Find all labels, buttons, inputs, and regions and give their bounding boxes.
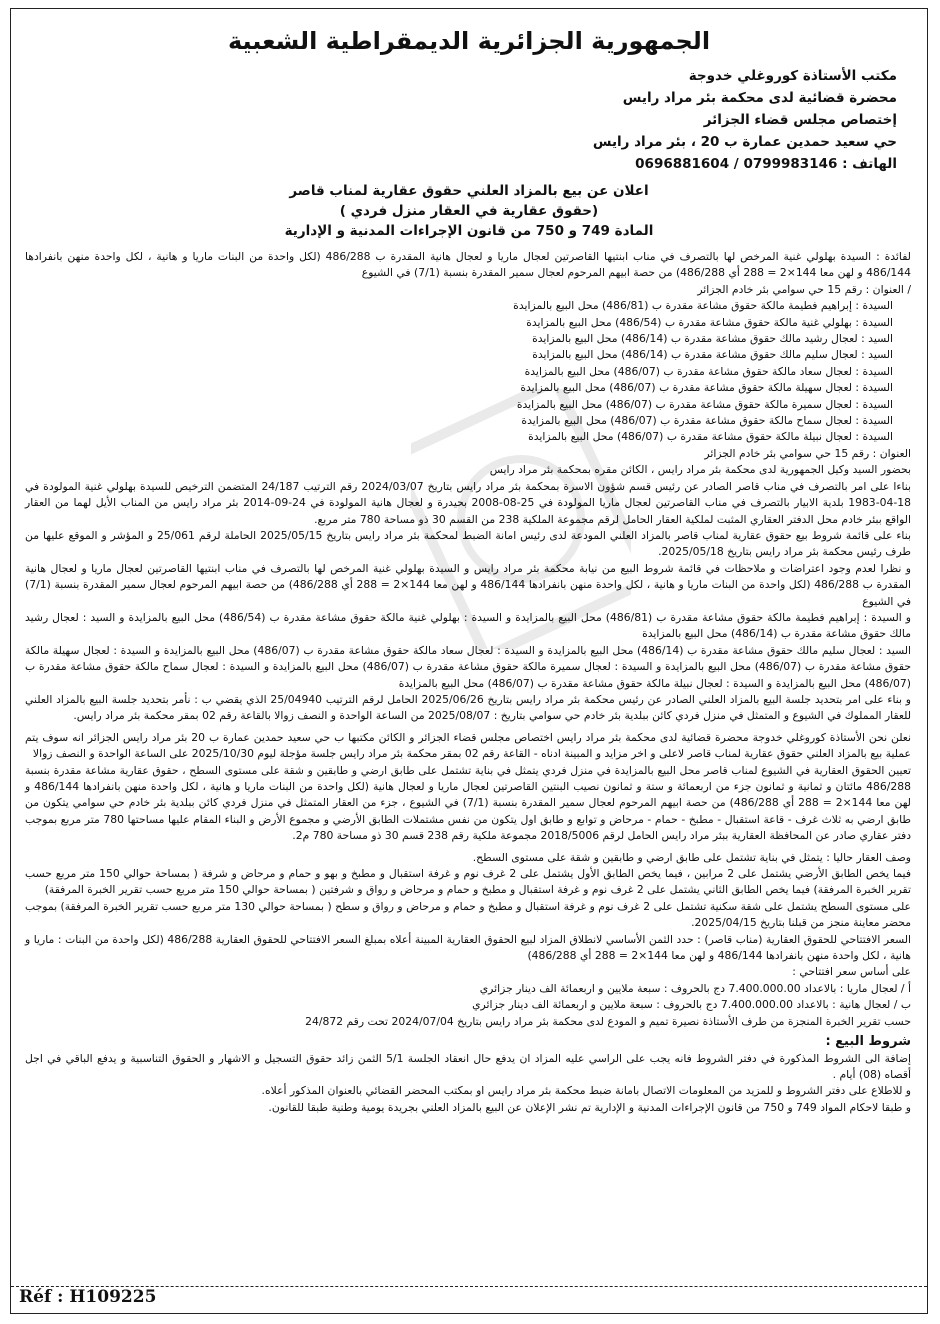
body-paragraph: بناءا على امر بالتصرف في مناب قاصر الصادر عن رئيس قسم شؤون الاسرة بمحكمة بئر مراد رايس بتاريخ 2024/03/07 رقم الترتيب 24/187 المتضمن الترخيص للسيدة بهلولي غنية المولودة في 18-04-1983 بلدية الابيار بالتصرف في مناب القاصرتين لعجال ماريا المولودة في 25-08-2008 بحيدرة و لعجال هانية المولودة في 24-09-2014 بئر مراد رايس من المناب الأيل لهما من العقار الواقع ببئر خادم محل الدفتر العقاري المثبت لملكية العقار الحامل لرقم مجموعة الملكية 238 من القسم 30 ذو مساحة 780 متر مربع. <box>25 479 911 526</box>
price-item: ب / لعجال هانية : بالاعداد 7.400.000.00 دج بالحروف : سبعة ملايين و اربعمائة الف دينار جزائري <box>472 998 911 1012</box>
office-line: محضرة قضائية لدى محكمة بئر مراد رايس <box>622 90 897 106</box>
body-paragraph: وصف العقار حاليا : يتمثل في بناية تشتمل على طابق ارضي و طابقين و شقة على مستوى السطح. <box>472 850 911 864</box>
body-paragraph: بناء على قائمة شروط بيع حقوق عقارية لمناب قاصر بالمزاد العلني المودعة لدى رئيس امانة الضبط لمحكمة بئر مراد رايس بتاريخ 2025/05/15 الحاملة لرقم 25/061 و المؤشر و الموقع عليها من طرف رئيس محكمة بئر مراد رايس بتاريخ 2025/05/18. <box>25 528 911 559</box>
address-line: العنوان : رقم 15 حي سوامي بئر خادم الجزائر <box>704 446 911 460</box>
body-paragraph: حسب تقرير الخبرة المنجزة من طرف الأستاذة نصيرة تميم و المودع لدى محكمة بئر مراد رايس بتاريخ 2024/07/04 تحت رقم 24/872 <box>305 1014 911 1028</box>
owner-item: السيدة : لعجال نبيلة مالكة حقوق مشاعة مقدرة ب (486/07) محل البيع بالمزايدة <box>528 430 893 444</box>
republic-title: الجمهورية الجزائرية الديمقراطية الشعبية <box>227 27 711 55</box>
announcement-heading <box>11 181 927 241</box>
owner-item: السيدة : لعجال سهيلة مالكة حقوق مشاعة مقدرة ب (486/07) محل البيع بالمزايدة <box>520 381 893 395</box>
announcement-line: المادة 749 و 750 من قانون الإجراءات المدنية و الإدارية <box>284 223 654 239</box>
body-paragraph: فيما يخص الطابق الأرضي يشتمل على 2 مرابين ، فيما يخص الطابق الأول يشتمل على 2 غرف نوم و غرفة استقبال و مطبخ و بهو و حمام و مرحاض و شرفة ( بمساحة حوالي 150 متر مربع حسب تقرير الخبرة المرفقة) فيما يخص الطابق الثاني يشتمل على 2 غرف نوم و غرفة استقبال و مطبخ و حمام و مرحاض و رواق و شرفتين ( بمساحة حوالي 150 متر مربع حسب تقرير الخبرة المرفقة) <box>25 867 911 897</box>
announcement-sheet <box>10 8 928 1314</box>
body-paragraph: و نظرا لعدم وجود اعتراضات و ملاحظات في قائمة شروط البيع من نيابة محكمة بئر مراد رايس و السيدة بهلولي غنية المرخص لها بالتصرف في مناب ابنتيها القاصرتين لعجال ماريا و لعجال هانية المقدرة ب 486/288 (لكل واحدة من البنات ماريا و هانية ، لكل واحدة منهن بانفرادها 486/144 و لهن معا 144×2 = 288 أي 486/288) من حصة ابيهم المرحوم لعجال سمير المقدرة بنسبة (7/1) في الشيوع <box>25 561 911 608</box>
office-line: مكتب الأستاذة كوروغلي خدوجة <box>688 68 897 84</box>
owner-item: السيدة : لعجال سميرة مالكة حقوق مشاعة مقدرة ب (486/07) محل البيع بالمزايدة <box>516 397 893 411</box>
owner-item: السيد : لعجال رشيد مالك حقوق مشاعة مقدرة ب (486/14) محل البيع بالمزايدة <box>532 332 893 346</box>
owner-item: السيدة : لعجال سماح مالكة حقوق مشاعة مقدرة ب (486/07) محل البيع بالمزايدة <box>521 414 893 428</box>
owner-item: السيد : لعجال سليم مالك حقوق مشاعة مقدرة ب (486/14) محل البيع بالمزايدة <box>532 348 893 362</box>
body-paragraph: بحضور السيد وكيل الجمهورية لدى محكمة بئر مراد رايس ، الكائن مقره بمحكمة بئر مراد رايس <box>489 463 911 477</box>
conditions-heading: شروط البيع : <box>825 1034 911 1050</box>
condition-item: و طبقا لاحكام المواد 749 و 750 من قانون الإجراءات المدنية و الإدارية تم نشر الإعلان عن البيع بالمزاد العلني بجريدة يومية وطنية طبقا للقانون. <box>268 1100 911 1114</box>
owner-item: السيدة : لعجال سعاد مالكة حقوق مشاعة مقدرة ب (486/07) محل البيع بالمزايدة <box>524 364 893 378</box>
announcement-body <box>11 249 927 1116</box>
body-paragraph: و السيدة : إبراهيم فطيمة مالكة حقوق مشاعة مقدرة ب (486/81) محل البيع بالمزايدة و السيدة : بهلولي غنية مالكة حقوق مشاعة مقدرة ب (486/54) محل البيع بالمزايدة و السيد : لعجال رشيد مالك حقوق مشاعة مقدرة ب (486/14) محل البيع بالمزايدة <box>25 610 911 641</box>
bailiff-office-block <box>11 65 897 175</box>
office-line: إختصاص مجلس قضاء الجزائر <box>703 112 897 128</box>
body-paragraph: نعلن نحن الأستاذة كوروغلي خدوجة محضرة قضائية لدى محكمة بئر مراد رايس اختصاص مجلس قضاء الجزائر و الكائن مكتبها ب حي سعيد حمدين عمارة ب 20 بئر مراد رايس الجزائر انه سوف يتم عملية بيع بالمزاد العلني حقوق عقارية لمناب قاصر لاعلى و اخر مزايد و المبينة ادناه - القاعة رقم 02 بمقر محكمة بئر مراد رايس جلسة مؤجلة ليوم 2025/10/30 على الساعة الواحدة و النصف زوالا <box>25 730 911 761</box>
intro-paragraph: لفائدة : السيدة بهلولي غنية المرخص لها بالتصرف في مناب ابنتيها القاصرتين لعجال ماريا و لعجال هانية المقدرة ب 486/288 (لكل واحدة من البنات ماريا و هانية ، لكل واحدة منهن بانفرادها 486/144 و لهن معا 144×2 = 288 أي 486/288) من حصة ابيهم المرحوم لعجال سمير المقدرة بنسبة (7/1) في الشيوع <box>25 250 911 280</box>
address-line: / العنوان : رقم 15 حي سوامي بئر خادم الجزائر <box>697 282 911 296</box>
stamp-watermark-icon <box>411 389 631 649</box>
body-paragraph: السيد : لعجال سليم مالك حقوق مشاعة مقدرة ب (486/14) محل البيع بالمزايدة و السيدة : لعجال سعاد مالكة حقوق مشاعة مقدرة ب (486/07) محل البيع بالمزايدة و السيدة : لعجال سهيلة مالكة حقوق مشاعة مقدرة ب (486/07) محل البيع بالمزايدة و السيدة : لعجال سميرة مالكة حقوق مشاعة مقدرة ب (486/07) محل البيع بالمزايدة و السيدة : لعجال سماح مالكة حقوق مشاعة مقدرة ب (486/07) محل البيع بالمزايدة و السيدة : لعجال نبيلة مالكة حقوق مشاعة مقدرة ب (486/07) محل البيع بالمزايدة <box>25 643 912 690</box>
owner-item: السيدة : إبراهيم فطيمة مالكة حقوق مشاعة مقدرة ب (486/81) محل البيع بالمزايدة <box>513 299 893 313</box>
reference-number: Réf : H109225 <box>19 1287 157 1307</box>
announcement-line: اعلان عن بيع بالمزاد العلني حقوق عقارية لمناب قاصر <box>289 183 649 199</box>
body-paragraph: على أساس سعر افتتاحي : <box>792 965 911 979</box>
announcement-line: (حقوق عقارية في العقار منزل فردي ) <box>339 203 599 219</box>
price-item: أ / لعجال ماريا : بالاعداد 7.400.000.00 دج بالحروف : سبعة ملايين و اربعمائة الف دينار جزائري <box>479 981 911 995</box>
owner-item: السيدة : بهلولي غنية مالكة حقوق مشاعة مقدرة ب (486/54) محل البيع بالمزايدة <box>526 315 893 329</box>
body-paragraph: على مستوى السطح يشتمل على شقة سكنية تشتمل على 2 غرف نوم و غرفة استقبال و مطبخ و حمام و مرحاض و رواق و سطح ( بمساحة حوالي 130 متر مربع حسب تقرير الخبرة المرفقة) بموجب محضر معاينة منجز من قبلنا بتاريخ 2025/04/15. <box>25 899 911 930</box>
office-phone: الهاتف : 0799983146 / 0696881604 <box>635 156 897 172</box>
condition-item: و للاطلاع على دفتر الشروط و للمزيد من المعلومات الاتصال بامانة ضبط محكمة بئر مراد رايس او بمكتب المحضر القضائي بالعنوان المذكور أعلاه. <box>261 1084 911 1098</box>
body-paragraph: السعر الافتتاحي للحقوق العقارية (مناب قاصر) : حدد الثمن الأساسي لانطلاق المزاد لبيع الحقوق العقارية المبينة أعلاه بمبلغ السعر الافتتاحي للحقوق العقارية 486/288 (لكل واحدة من البنات : ماريا و هانية ، لكل واحدة منهن بانفرادها 486/144 و لهن معا 144×2 = 288 أي 486/288) <box>25 932 911 963</box>
office-line: حي سعيد حمدين عمارة ب 20 ، بئر مراد رايس <box>592 134 897 150</box>
body-paragraph: و بناء على امر بتحديد جلسة البيع بالمزاد العلني الصادر عن رئيس محكمة بئر مراد رايس بتاريخ 2025/06/26 الحامل لرقم الترتيب 25/04940 الذي يقضي ب : نأمر بتحديد جلسة البيع بالمزاد العلني للعقار المملوك في الشيوع و المتمثل في منزل فردي كائن ببلدية بئر خادم حي سوامي بتاريخ : 2025/08/07 من الساعة الواحدة و النصف زوالا بالقاعة رقم 02 بمقر محكمة بئر مراد رايس. <box>25 692 912 723</box>
condition-item: إضافة الى الشروط المذكورة في دفتر الشروط فانه يجب على الراسي عليه المزاد ان يدفع حال انعقاد الجلسة 5/1 الثمن زائد حقوق التسجيل و الاشهار و الحقوق التناسبية و يدفع الباقي في اجل أقصاه (08) أيام . <box>25 1051 911 1081</box>
body-paragraph: تعيين الحقوق العقارية في الشيوع لمناب قاصر محل البيع بالمزايدة في منزل فردي يتمثل في بناية تشتمل على طابق ارضي و طابقين و شقة على مستوى السطح ، حقوق عقارية مشاعة مقدرة بنسبة 486/288 مائتان و ثمانية و ثمانون جزء من اربعمائة و ستة و ثمانون نصيب البنتين القاصرتين لعجال ماريا و لعجال هانية (لكل واحدة من البنات ماريا و هانية ، لكل واحدة منهن بانفرادها 486/144 و لهن معا 144×2 = 288 أي 486/288) من حصة ابيهم المرحوم لعجال سمير المقدرة بنسبة (7/1) في الشيوع ، جزء من العقار المتمثل في منزل فردي كائن ببلدية بئر خادم حي سوامي يتكون من طابق ارضي به ثلاث غرف - قاعة استقبال - مطبخ - حمام - مرحاض و توابع و طابق اول يتكون من نفس مشتملات الطابق الأرضي و مجموع الأرض و البناء المقام عليها مساحتها 780 متر مربع بموجب دفتر عقاري صادر عن المحافظة العقارية ببئر مراد رايس الحامل لرقم 2018/5006 مجموعة ملكية رقم 238 قسم 30 ذو مساحة 780 م2. <box>25 763 911 843</box>
